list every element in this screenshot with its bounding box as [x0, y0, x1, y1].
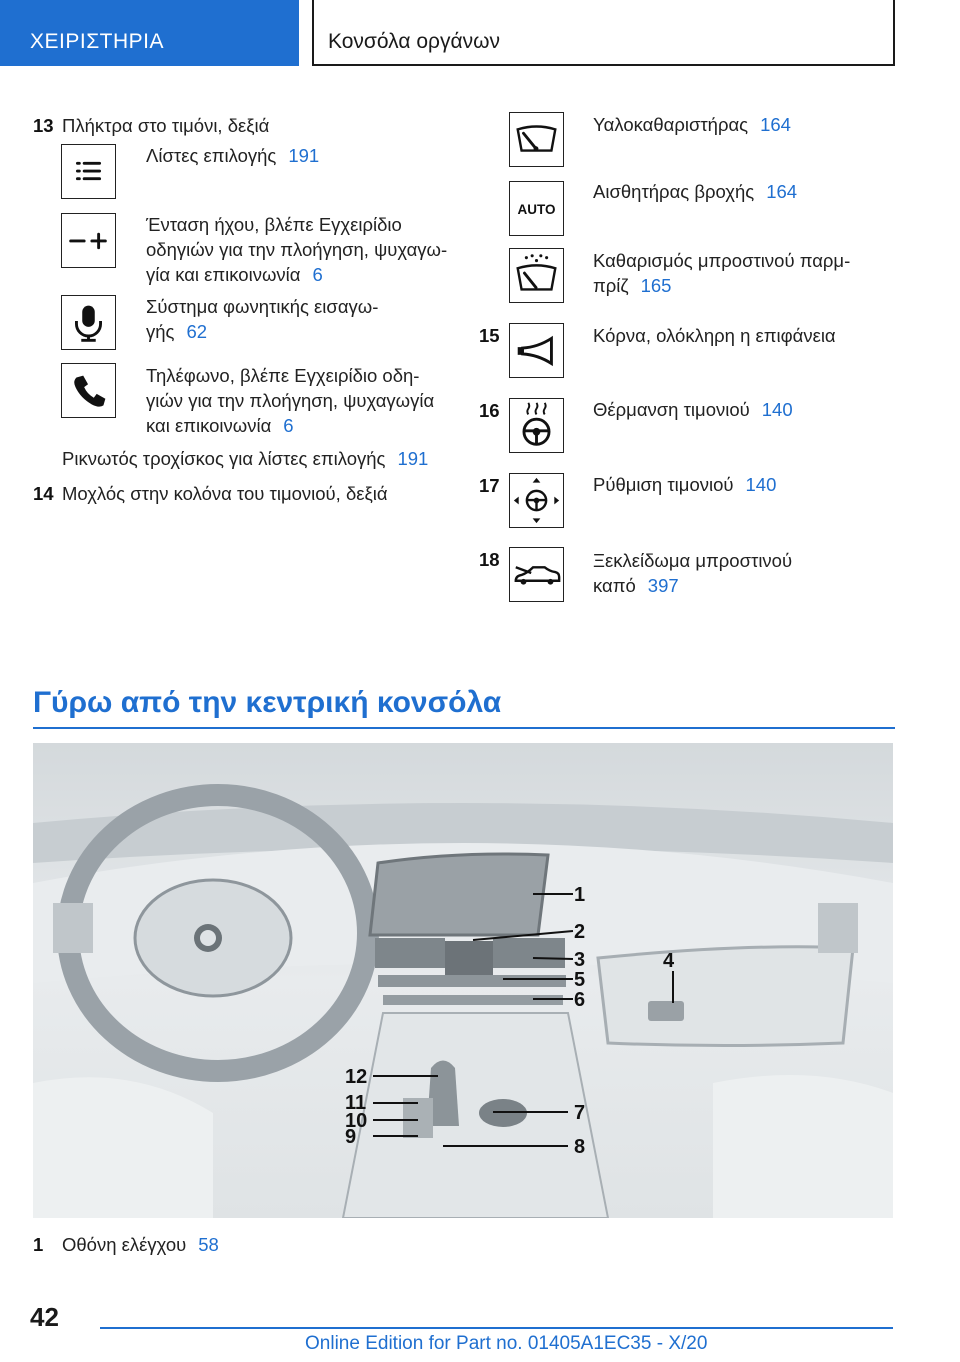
- phone-label: Τηλέφωνο, βλέπε Εγχειρίδιο οδη- γιών για την πλοήγηση, ψυχαγωγία και επικοινωνία 6: [146, 365, 435, 436]
- steering-adjust-label: Ρύθμιση τιμονιού 140: [593, 474, 777, 495]
- knurled-wheel-label: Ρικνωτός τροχίσκος για λίστες επιλογής 191: [62, 448, 429, 469]
- section-title: Γύρω από την κεντρική κονσόλα: [33, 686, 502, 719]
- item-number-18: 18: [479, 549, 500, 570]
- callout-5: 5: [574, 969, 586, 991]
- callout-3: 3: [574, 949, 586, 971]
- svg-text:AUTO: AUTO: [517, 201, 556, 217]
- callout-9: 9: [345, 1126, 357, 1148]
- page-ref-link[interactable]: 191: [397, 448, 429, 469]
- section-divider: [33, 727, 895, 729]
- page-number: 42: [30, 1302, 59, 1332]
- footer-edition: Online Edition for Part no. 01405A1EC35 - X/20: [305, 1333, 708, 1354]
- voice-input-label: Σύστημα φωνητικής εισαγω- γής 62: [146, 296, 379, 342]
- volume-label: Ένταση ήχου, βλέπε Εγχειρίδιο οδηγιών για την πλοήγηση, ψυχαγω- γία και επικοινωνία 6: [146, 214, 448, 285]
- page-ref-link[interactable]: 397: [647, 575, 679, 596]
- callout-8: 8: [574, 1136, 586, 1158]
- page-ref-link[interactable]: 6: [283, 415, 294, 436]
- section-header-title: Κονσόλα οργάνων: [328, 30, 500, 53]
- wiper-icon: [509, 112, 564, 167]
- page-ref-link[interactable]: 140: [745, 474, 777, 495]
- item-text-13: Πλήκτρα στο τιμόνι, δεξιά: [62, 115, 270, 136]
- list-selection-label: Λίστες επιλογής 191: [146, 145, 320, 166]
- callout-4: 4: [663, 950, 675, 972]
- chapter-tab: [0, 0, 299, 66]
- item-number-17: 17: [479, 475, 500, 496]
- wiper-label: Υαλοκαθαριστήρας 164: [593, 114, 791, 135]
- horn-icon: [509, 323, 564, 378]
- callout-11: 11: [345, 1092, 367, 1114]
- rain-sensor-label: Αισθητήρας βροχής 164: [593, 181, 798, 202]
- callout-1: 1: [574, 884, 586, 906]
- item-number-14: 14: [33, 483, 54, 504]
- callout-6: 6: [574, 989, 586, 1011]
- microphone-icon: [61, 295, 116, 350]
- washer-icon: [509, 248, 564, 303]
- auto-rain-sensor-icon: [509, 181, 564, 236]
- page-ref-link[interactable]: 165: [640, 275, 672, 296]
- horn-label: Κόρνα, ολόκληρη η επιφάνεια: [593, 325, 836, 346]
- page-ref-link[interactable]: 140: [761, 399, 793, 420]
- item-text-14: Μοχλός στην κολόνα του τιμονιού, δεξιά: [62, 483, 388, 504]
- callout-2: 2: [574, 921, 586, 943]
- steering-heating-icon: [509, 398, 564, 453]
- page-ref-link[interactable]: 6: [312, 264, 323, 285]
- item-number-15: 15: [479, 325, 500, 346]
- page-ref-link[interactable]: 164: [760, 114, 791, 135]
- legend-number-1: 1: [33, 1234, 44, 1255]
- chapter-title: ΧΕΙΡΙΣΤΗΡΙΑ: [30, 30, 165, 53]
- page-ref-link[interactable]: 164: [766, 181, 798, 202]
- steering-adjust-icon: [509, 473, 564, 528]
- list-icon: [61, 144, 116, 199]
- section-header: [312, 0, 895, 66]
- windshield-washer-label: Καθαρισμός μπροστινού παρμ- πρίζ 165: [593, 250, 851, 296]
- callout-10: 10: [345, 1110, 368, 1132]
- page-ref-link[interactable]: 191: [288, 145, 320, 166]
- item-number-13: 13: [33, 115, 54, 136]
- hood-release-icon: [509, 547, 564, 602]
- volume-minus-plus-icon: [61, 213, 116, 268]
- hood-release-label: Ξεκλείδωμα μπροστινού καπό 397: [593, 550, 793, 596]
- legend-label: Οθόνη ελέγχου 58: [62, 1234, 219, 1255]
- callout-12: 12: [345, 1066, 368, 1088]
- steering-heating-label: Θέρμανση τιμονιού 140: [593, 399, 793, 420]
- page-ref-link[interactable]: 62: [186, 321, 208, 342]
- callout-7: 7: [574, 1102, 586, 1124]
- center-console-photo: [33, 743, 893, 1218]
- page-ref-link[interactable]: 58: [198, 1234, 219, 1255]
- phone-icon: [61, 363, 116, 418]
- footer-divider: [100, 1327, 893, 1329]
- item-number-16: 16: [479, 400, 500, 421]
